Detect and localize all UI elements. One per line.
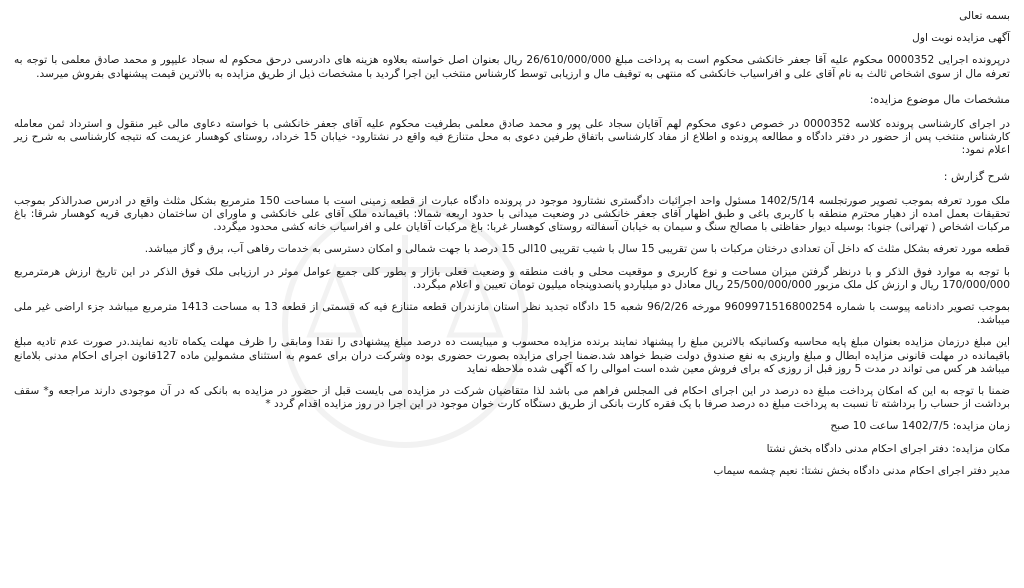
auction-place: مکان مزایده: دفتر اجرای احکام مدنی دادگاه بخش نشتا	[766, 442, 1010, 455]
report-paragraph-description: قطعه مورد تعرفه بشکل مثلث که داخل آن تعدادی درختان مرکبات با سن تقریبی 15 سال با شیب تقریبی 10الی 15 درصد با جهت شمالی و امکان دسترسی به خدمات رفاهی آب، برق و گاز میباشد.	[144, 243, 1010, 256]
notice-title: آگهی مزایده نوبت اول	[912, 32, 1010, 45]
report-section-heading: شرح گزارش :	[943, 169, 1010, 183]
report-paragraph-boundaries: ملک مورد تعرفه بموجب تصویر صورتجلسه 1402/5/14 مسئول واحد اجرائیات دادگستری نشتارود موجود در پرونده دادگاه عبارت از قطعه زمینی است با مساحت 150 مترمربع بشکل مثلث واقع در ادرس صدرالذکر بموجب تحقیقات بعمل امده از دهیار محترم منطقه با کاربری باغی و طبق اظهار آقای جعفر خانکشی در وضعیت میدانی با حدود اربعه شمالا: باقیمانده ملک آقای علی خانکشی و ماورای ان ساختمان دهیاری قریه کوهسار شرقا: باغ مرکبات اشخاص ( تهرانی) جنوبا: بوسیله دیوار حفاظتی با مصالح سنگ و سیمان به خیابان آسفالته روستای کوهسار غربا: باغ مرکبات آقایان علی و افراسیاب خانه کشی محدود میگردد.	[14, 194, 1011, 234]
property-section-paragraph: در اجرای کارشناسی پرونده کلاسه 0000352 در خصوص دعوی محکوم لهم آقایان سجاد علی پور و محمد صادق معلمی بطرفیت محکوم علیه آقای جعفر خانکشی با خواسته دعاوی مالی غیر منقول و استرداد ثمن معامله کارشناس منتخب پس از حضور در دفتر دادگاه و مطالعه پرونده و اطلاع از مفاد کارشناسی باتفاق طرفین دعوی به محل متنازع فیه واقع در نشتارود- خیابان 15 خرداد، روستای کوهسار عزیمت که نتیجه کارشناسی به شرح زیر اعلام نمود:	[14, 118, 1010, 157]
intro-paragraph: درپرونده اجرایی 0000352 محکوم علیه آقا جعفر خانکشی محکوم است به پرداخت مبلغ 26/610/000/000 ریال بعنوان اصل خواسته بعلاوه هزینه های دادرسی درحق محکوم له سجاد علیپور و محمد صادق معلمی با توجه به تعرفه مال از سوی اشخاص ثالث به نام آقای علی و افراسیاب خانکشی که منتهی به توقیف مال و ارزیابی توسط کارشناس منتخب این اجرا گردید با مشخصات ذیل از طریق مزایده به بالاترین قیمت پیشنهادی بفروش میرسد.	[14, 54, 1010, 80]
report-paragraph-terms: این مبلغ درزمان مزایده بعنوان مبلغ پایه محاسبه وکسانیکه بالاترین مبلغ را پیشنهاد نمایند برنده مزایده محسوب و میبایست ده درصد مبلغ پیشنهادی را نقدا ومابقی را ظرف مهلت یکماه تادیه نمایند.در صورت عدم تادیه مبلغ باقیمانده در مهلت قانونی مزایده ابطال و مبلغ واریزی به نفع صندوق دولت ضبط خواهد شد.ضمنا اجرای مزایده بصورت حضوری بوده وشرکت دران برای عموم به استثنای مشمولین ماده 127قانون اجرای احکام مدنی بلامانع میباشد هر کس می تواند در مدت 5 روز قبل از روزی که برای فروش معین شده است اموالی را که آگهی شده ملاحظه نماید	[14, 336, 1011, 375]
basmala: بسمه تعالی	[959, 10, 1010, 22]
report-paragraph-payment: ضمنا با توجه به این که امکان پرداخت مبلغ ده درصد در این اجرای احکام فی المجلس فراهم می باشد لذا متقاضیان شرکت در مزایده می بایست قبل از حضور در مزایده به بانکی که در آن موجودی دارند مراجعه و* سقف برداشت از حساب را برداشته تا نسبت به پرداخت مبلغ ده درصد صرفا با یک فقره کارت بانکی از طریق دستگاه کارت خوان موجود در این اجرا در روز مزایده اقدام گردد *	[14, 385, 1010, 411]
report-paragraph-judgment: بموجب تصویر دادنامه پیوست با شماره 9609971516800254 مورخه 96/2/26 شعبه 15 دادگاه تجدید نظر استان مازندران قطعه متنازع فیه که قسمتی از قطعه 13 به مساحت 1413 مترمربع میباشد جزء اراضی غیر ملی میباشد.	[14, 301, 1010, 327]
report-paragraph-valuation: با توجه به موارد فوق الذکر و با درنظر گرفتن میزان مساحت و نوع کاربری و موقعیت محلی و بافت منطقه و وضعیت فعلی بازار و بطور کلی جمیع عوامل موثر در ارزیابی ملک فوق الذکر در این تاریخ ارزش هرمترمربع 170/000/000 ریال و ارزش کل ملک مزبور 25/500/000/000 ریال معادل دو میلیاردو پانصدوپنجاه میلیون تومان تعیین و اعلام میگردد.	[14, 265, 1010, 291]
office-manager: مدیر دفتر اجرای احکام مدنی دادگاه بخش نشتا: نعیم چشمه سیماب	[713, 464, 1010, 477]
property-section-heading: مشخصات مال موضوع مزایده:	[869, 92, 1010, 106]
auction-time: زمان مزایده: 1402/7/5 ساعت 10 صبح	[830, 420, 1010, 433]
